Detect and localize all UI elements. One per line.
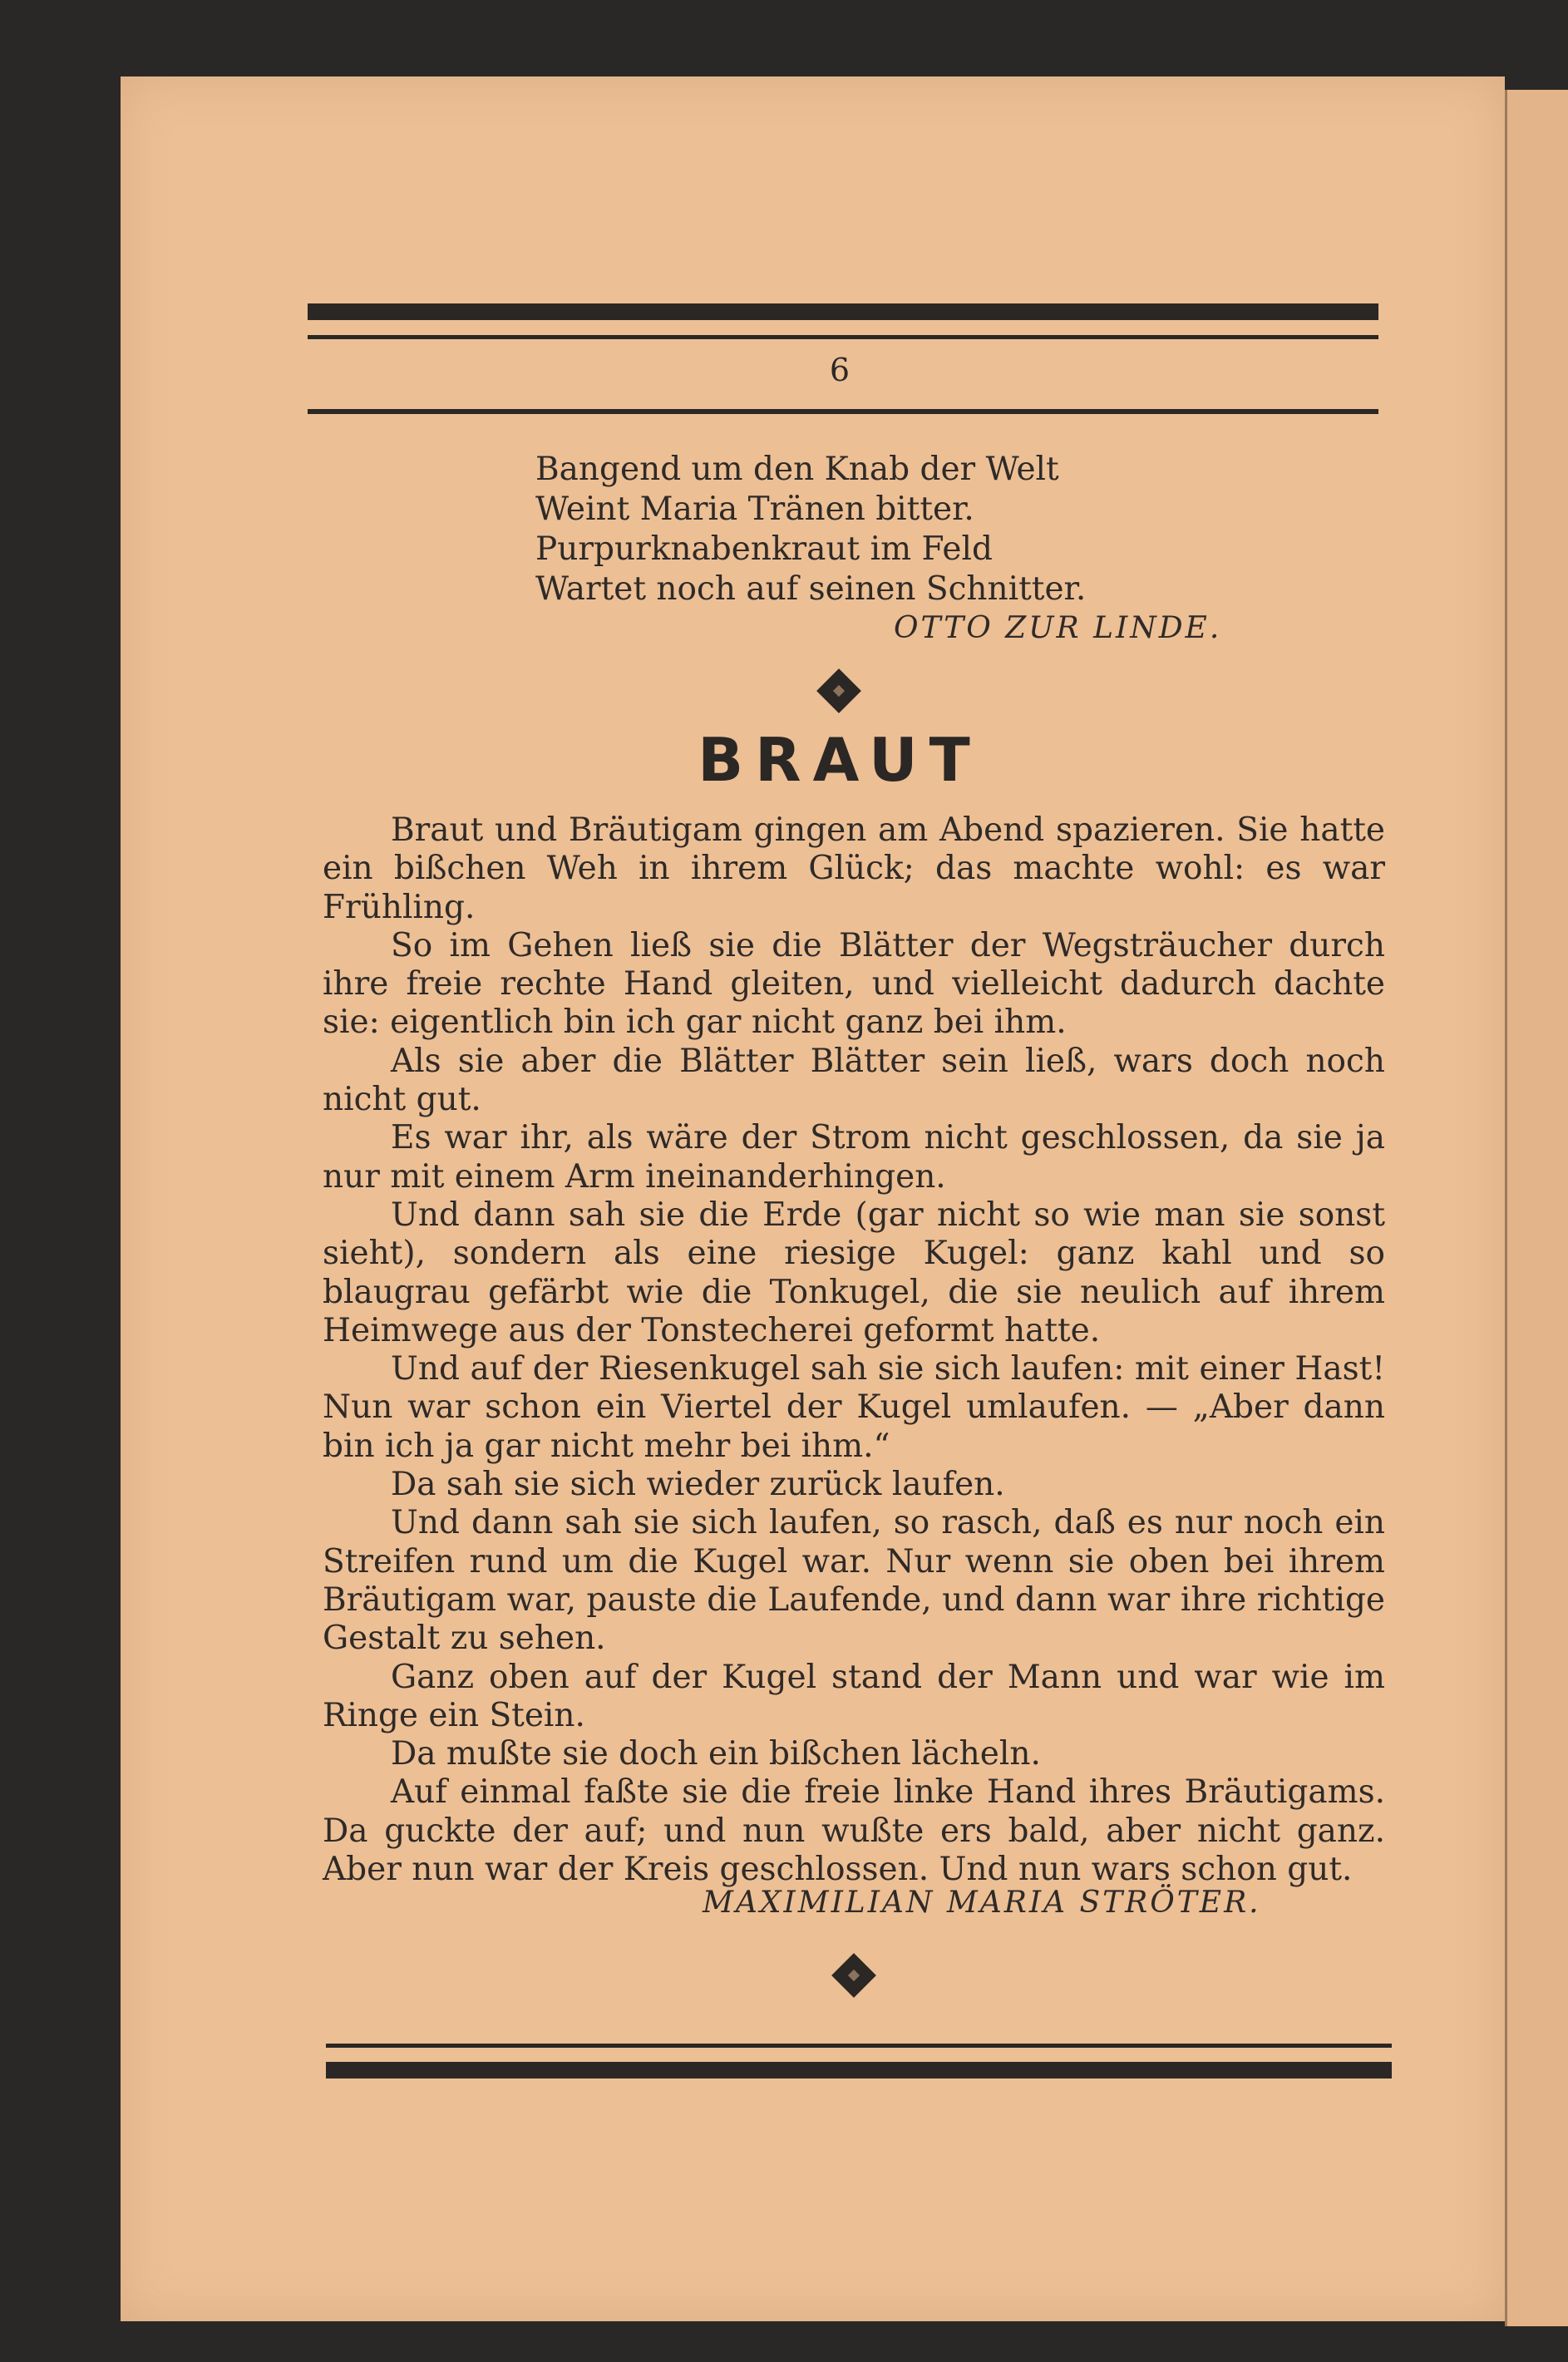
poem-line: Purpurknabenkraut im Feld <box>535 530 993 568</box>
top-thick-rule <box>308 303 1378 320</box>
poem-author: OTTO ZUR LINDE. <box>894 611 1222 645</box>
story-body <box>323 811 1385 1889</box>
story-paragraph: Und dann sah sie die Erde (gar nicht so wie man sie sonst sieht), sondern als eine riesige Kugel: ganz kahl und so blaugrau gefärbt wie die Tonkugel, die sie neulich auf ihrem Heimwege aus der Tonstecherei geformt hatte. <box>323 1196 1385 1349</box>
header-underline-rule <box>308 409 1378 414</box>
poem <box>535 450 1284 609</box>
story-paragraph: Es war ihr, als wäre der Strom nicht geschlossen, da sie ja nur mit einem Arm ineinanderhingen. <box>323 1119 1385 1196</box>
poem-line: Wartet noch auf seinen Schnitter. <box>535 570 1087 608</box>
story-paragraph: Und auf der Riesenkugel sah sie sich laufen: mit einer Hast! Nun war schon ein Viertel der Kugel umlaufen. — „Aber dann bin ich ja gar nicht mehr bei ihm.“ <box>323 1350 1385 1465</box>
story-paragraph: So im Gehen ließ sie die Blätter der Wegsträucher durch ihre freie rechte Hand gleiten, und vielleicht dadurch dachte sie: eigentlich bin ich gar nicht ganz bei ihm. <box>323 926 1385 1042</box>
story-paragraph: Als sie aber die Blätter Blätter sein ließ, wars doch noch nicht gut. <box>323 1042 1385 1119</box>
story-title: BRAUT <box>698 725 982 795</box>
story-paragraph: Da sah sie sich wieder zurück laufen. <box>391 1466 1005 1504</box>
story-paragraph: Braut und Bräutigam gingen am Abend spazieren. Sie hatte ein bißchen Weh in ihrem Glück; das machte wohl: es war Frühling. <box>323 811 1385 926</box>
adjacent-page-edge <box>1505 90 1568 2326</box>
story-paragraph: Da mußte sie doch ein bißchen lächeln. <box>391 1735 1041 1773</box>
bottom-thin-rule <box>326 2044 1392 2048</box>
page-number: 6 <box>829 352 851 388</box>
top-thin-rule <box>308 335 1378 339</box>
poem-line: Bangend um den Knab der Welt <box>535 451 1059 488</box>
story-paragraph: Auf einmal faßte sie die freie linke Hand ihres Bräutigams. Da guckte der auf; und nun wußte ers bald, aber nicht ganz. Aber nun war der Kreis geschlossen. Und nun wars schon gut. <box>323 1773 1385 1889</box>
story-author: MAXIMILIAN MARIA STRÖTER. <box>703 1886 1261 1920</box>
poem-line: Weint Maria Tränen bitter. <box>535 491 974 528</box>
story-paragraph: Ganz oben auf der Kugel stand der Mann und war wie im Ringe ein Stein. <box>323 1658 1385 1734</box>
bottom-thick-rule <box>326 2062 1392 2078</box>
story-paragraph: Und dann sah sie sich laufen, so rasch, daß es nur noch ein Streifen rund um die Kugel war. Nur wenn sie oben bei ihrem Bräutigam war, pauste die Laufende, und dann war ihre richtige Gestalt zu sehen. <box>323 1504 1385 1658</box>
